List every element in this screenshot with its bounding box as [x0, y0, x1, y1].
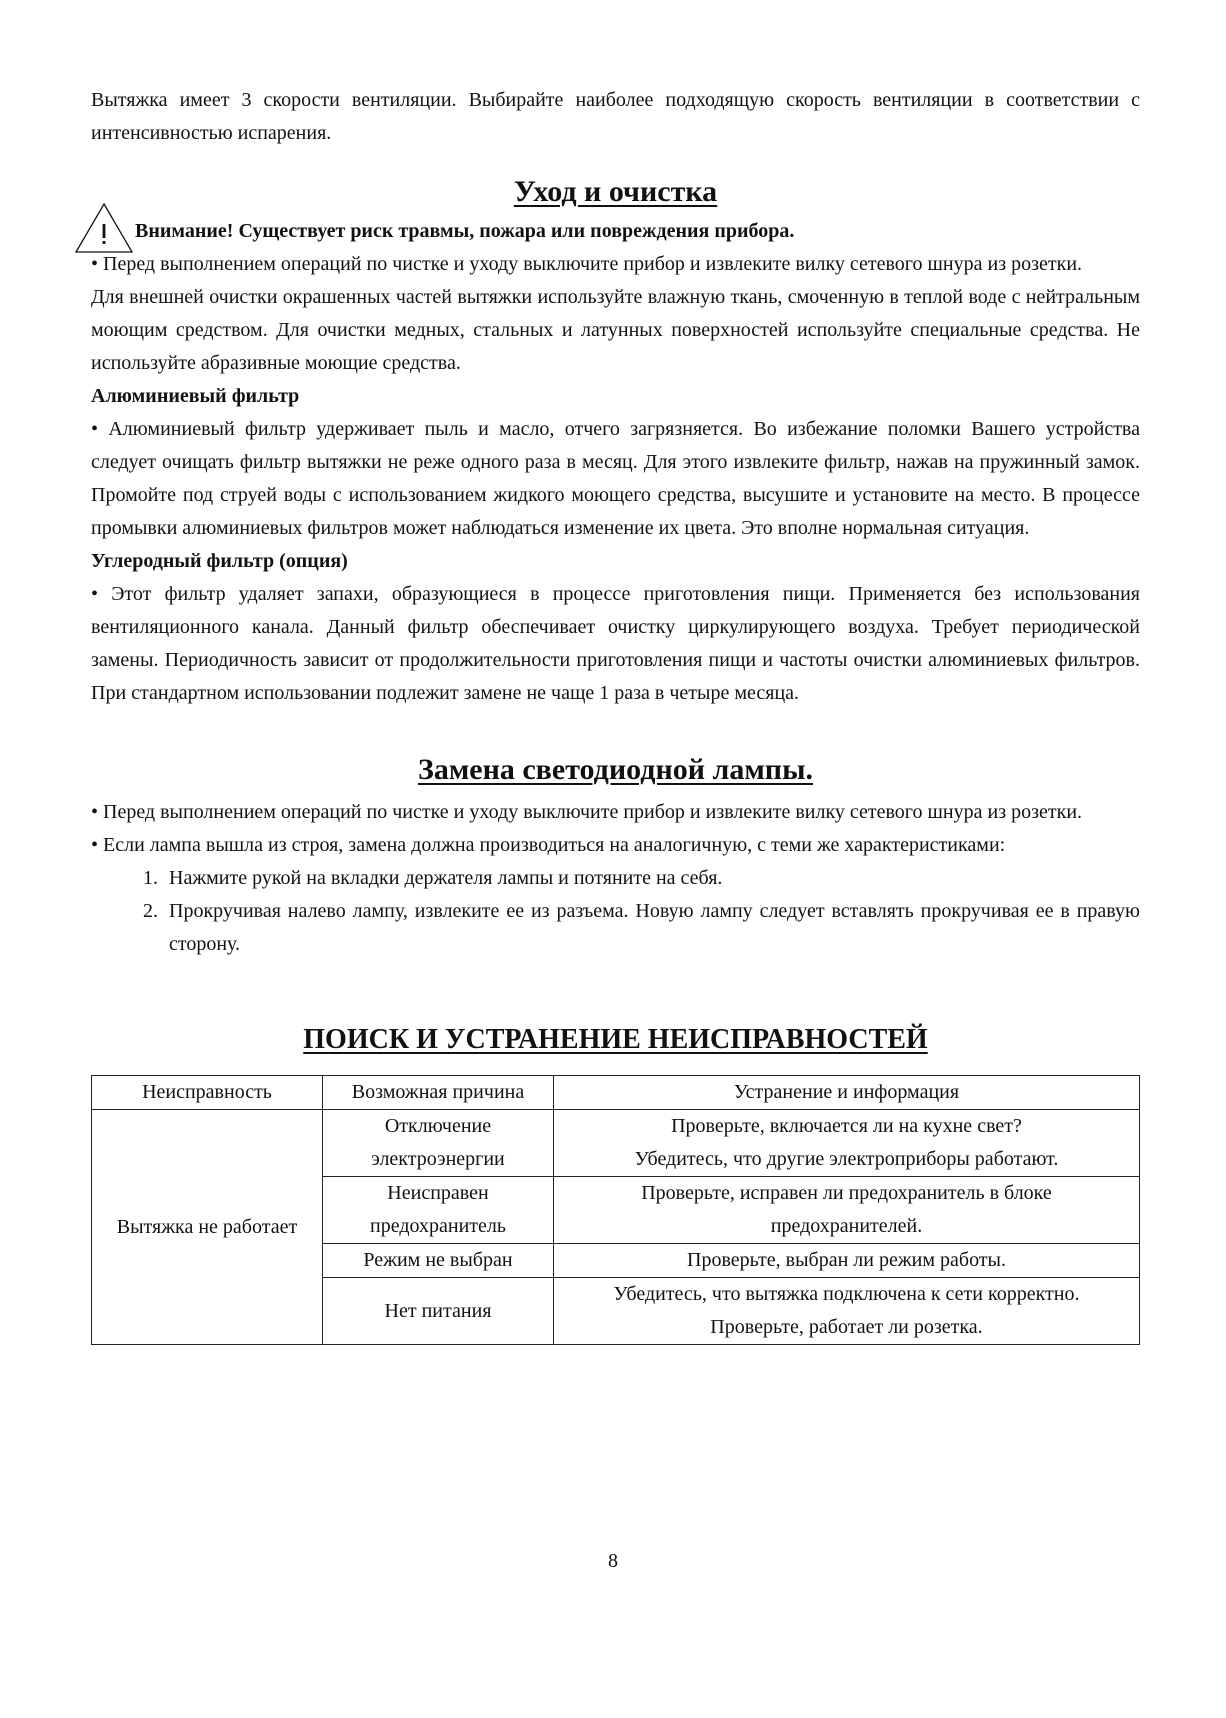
solution-line: Проверьте, включается ли на кухне свет?	[671, 1115, 1022, 1137]
carbon-filter-text: • Этот фильтр удаляет запахи, образующиеся в процессе приготовления пищи. Применяется без использования вентиляционного канала. Данный фильтр обеспечивает очистку циркулирующего воздуха. Требует периодической замены. Периодичность зависит от продолжительности приготовления пищи и частоты очистки алюминиевых фильтров. При стандартном использовании подлежит замене не чаще 1 раза в четыре месяца.	[91, 583, 1140, 704]
cause-line: Неисправен	[387, 1182, 489, 1204]
table-row	[92, 1110, 1140, 1177]
lamp-steps-list	[91, 862, 1140, 961]
warning-text: Внимание! Существует риск травмы, пожара или повреждения прибора.	[135, 220, 795, 242]
cause-cell	[323, 1244, 554, 1278]
warning-triangle-icon	[74, 202, 134, 254]
solution-line: предохранителей.	[770, 1215, 923, 1237]
solution-cell	[554, 1110, 1140, 1177]
fault-cell: Вытяжка не работает	[92, 1110, 323, 1345]
cause-line: Отключение	[384, 1115, 492, 1137]
cause-cell	[323, 1177, 554, 1244]
lamp-bullet-unplug: • Перед выполнением операций по чистке и уходу выключите прибор и извлеките вилку сетевого шнура из розетки.	[91, 801, 1083, 823]
warning-line	[91, 212, 1140, 248]
care-exterior-paragraph: Для внешней очистки окрашенных частей вытяжки используйте влажную ткань, смоченную в теплой воде с нейтральным моющим средством. Для очистки медных, стальных и латунных поверхностей используйте специальные средства. Не используйте абразивные моющие средства.	[91, 286, 1140, 374]
solution-line: Проверьте, исправен ли предохранитель в блоке	[641, 1182, 1052, 1204]
lamp-section-title: Замена светодиодной лампы.	[418, 753, 813, 786]
lamp-step: 1. Нажмите рукой на вкладки держателя лампы и потяните на себя.	[163, 862, 1140, 895]
troubleshooting-table	[91, 1075, 1140, 1345]
solution-line: Проверьте, работает ли розетка.	[710, 1316, 983, 1338]
cause-line: Режим не выбран	[363, 1249, 513, 1271]
carbon-filter-title: Углеродный фильтр (опция)	[91, 550, 348, 572]
table-header-cause: Возможная причина	[323, 1076, 554, 1110]
aluminum-filter-text: • Алюминиевый фильтр удерживает пыль и масло, отчего загрязняется. Во избежание поломки Вашего устройства следует очищать фильтр вытяжки не реже одного раза в месяц. Для этого извлеките фильтр, нажав на пружинный замок. Промойте под струей воды с использованием жидкого моющего средства, высушите и установите на место. В процессе промывки алюминиевых фильтров может наблюдаться изменение их цвета. Это вполне нормальная ситуация.	[91, 418, 1140, 539]
solution-cell	[554, 1244, 1140, 1278]
cause-cell	[323, 1110, 554, 1177]
care-section-title: Уход и очистка	[513, 175, 718, 208]
solution-cell	[554, 1177, 1140, 1244]
solution-cell	[554, 1278, 1140, 1345]
lamp-step: 2. Прокручивая налево лампу, извлеките ее из разъема. Новую лампу следует вставлять прокручивая ее в правую сторону.	[163, 895, 1140, 961]
cause-line: электроэнергии	[371, 1148, 505, 1170]
table-header-solution: Устранение и информация	[554, 1076, 1140, 1110]
cause-line: Нет питания	[384, 1299, 492, 1322]
lamp-bullet-replace: • Если лампа вышла из строя, замена должна производиться на аналогичную, с теми же характеристиками:	[91, 834, 1006, 856]
cause-line: предохранитель	[370, 1215, 506, 1237]
page-number: 8	[608, 1550, 618, 1572]
table-header-row	[92, 1076, 1140, 1110]
table-header-fault: Неисправность	[92, 1076, 323, 1110]
solution-line: Убедитесь, что другие электроприборы работают.	[634, 1148, 1059, 1170]
care-bullet-unplug: • Перед выполнением операций по чистке и уходу выключите прибор и извлеките вилку сетевого шнура из розетки.	[91, 253, 1083, 275]
cause-cell	[323, 1278, 554, 1345]
solution-line: Проверьте, выбран ли режим работы.	[687, 1249, 1006, 1271]
aluminum-filter-title: Алюминиевый фильтр	[91, 385, 300, 407]
intro-paragraph: Вытяжка имеет 3 скорости вентиляции. Выбирайте наиболее подходящую скорость вентиляции в соответствии с интенсивностью испарения.	[91, 89, 1140, 144]
troubleshooting-section-title: ПОИСК И УСТРАНЕНИЕ НЕИСПРАВНОСТЕЙ	[303, 1024, 928, 1055]
document-page	[91, 84, 1140, 1345]
solution-line: Убедитесь, что вытяжка подключена к сети корректно.	[613, 1283, 1080, 1305]
